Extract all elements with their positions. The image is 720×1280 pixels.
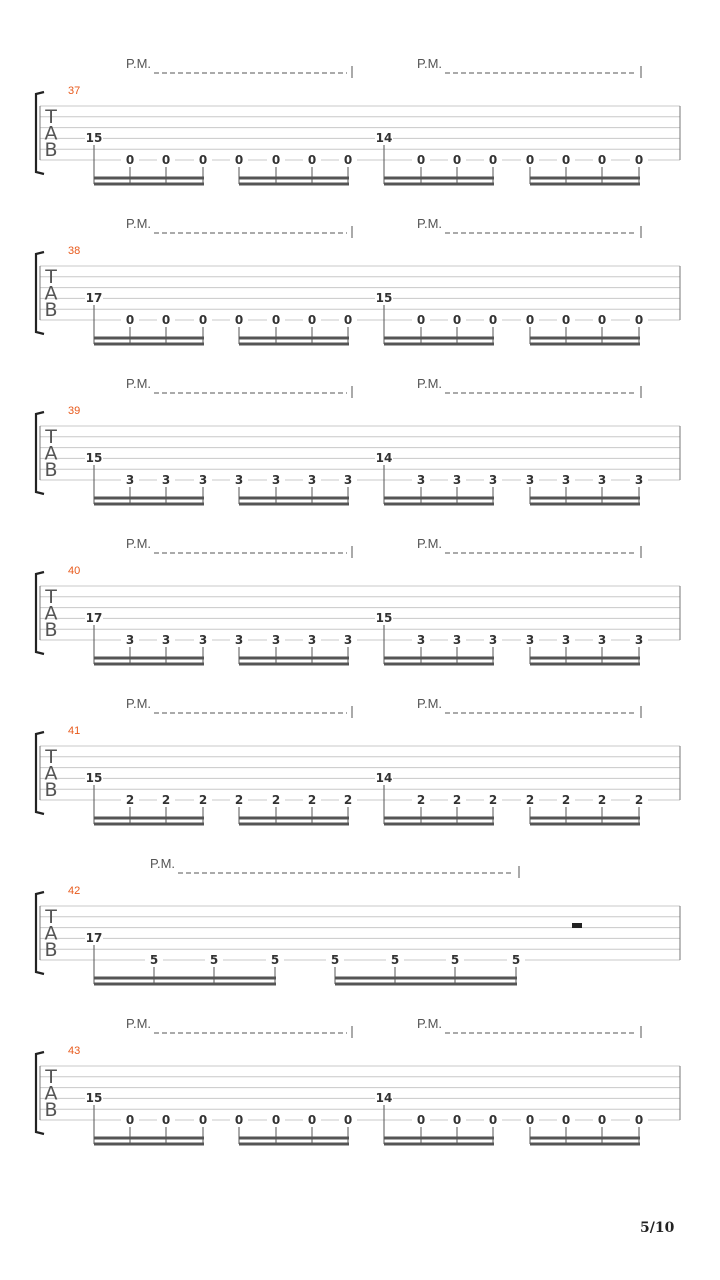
fret-number: 17 <box>85 931 103 945</box>
fret-number: 3 <box>307 473 317 487</box>
fret-number: 3 <box>488 633 498 647</box>
fret-number: 0 <box>561 1113 571 1127</box>
fret-number: 0 <box>307 1113 317 1127</box>
beam <box>94 183 204 186</box>
fret-number: 2 <box>125 793 135 807</box>
beam <box>530 343 640 346</box>
beam <box>239 823 349 826</box>
fret-number: 0 <box>271 313 281 327</box>
fret-number: 2 <box>161 793 171 807</box>
beam <box>335 983 517 986</box>
fret-number: 0 <box>561 153 571 167</box>
fret-number: 17 <box>85 291 103 305</box>
fret-number: 0 <box>271 1113 281 1127</box>
beam <box>384 177 494 180</box>
tab-system <box>36 216 680 346</box>
fret-number: 0 <box>488 153 498 167</box>
beam <box>530 1137 640 1140</box>
fret-number: 0 <box>561 313 571 327</box>
fret-number: 0 <box>488 1113 498 1127</box>
palm-mute-label: P.M. <box>150 856 176 871</box>
fret-number: 0 <box>634 313 644 327</box>
fret-number: 3 <box>525 633 535 647</box>
beam <box>530 337 640 340</box>
beam <box>94 503 204 506</box>
palm-mute-label: P.M. <box>417 536 443 551</box>
fret-number: 5 <box>149 953 159 967</box>
bar-number: 38 <box>68 245 81 257</box>
fret-number: 3 <box>488 473 498 487</box>
fret-number: 0 <box>198 153 208 167</box>
fret-number: 0 <box>525 313 535 327</box>
fret-number: 0 <box>634 1113 644 1127</box>
palm-mute-label: P.M. <box>417 56 443 71</box>
fret-number: 0 <box>525 1113 535 1127</box>
fret-number: 2 <box>597 793 607 807</box>
page-number: 5/10 <box>640 1220 675 1236</box>
beam <box>94 983 276 986</box>
fret-number: 0 <box>597 313 607 327</box>
fret-number: 3 <box>525 473 535 487</box>
fret-number: 3 <box>198 473 208 487</box>
fret-number: 3 <box>125 633 135 647</box>
tab-clef-letter: A <box>44 282 58 305</box>
fret-number: 3 <box>125 473 135 487</box>
fret-number: 0 <box>271 153 281 167</box>
bar-number: 41 <box>68 725 81 737</box>
fret-number: 0 <box>343 313 353 327</box>
beam <box>530 657 640 660</box>
fret-number: 2 <box>234 793 244 807</box>
fret-number: 0 <box>161 153 171 167</box>
beam <box>530 177 640 180</box>
tab-clef-letter: A <box>44 602 58 625</box>
fret-number: 0 <box>234 153 244 167</box>
fret-number: 2 <box>561 793 571 807</box>
fret-number: 5 <box>330 953 340 967</box>
beam <box>94 663 204 666</box>
tab-clef-letter: A <box>44 442 58 465</box>
bar-number: 42 <box>68 885 81 897</box>
tab-clef-letter: A <box>44 762 58 785</box>
beam <box>94 977 276 980</box>
beam <box>384 503 494 506</box>
fret-number: 5 <box>511 953 521 967</box>
fret-number: 14 <box>375 1091 393 1105</box>
tab-system <box>36 696 680 826</box>
fret-number: 3 <box>271 633 281 647</box>
beam <box>94 343 204 346</box>
tab-clef-letter: B <box>44 939 58 961</box>
tab-clef-letter: B <box>44 459 58 481</box>
fret-number: 15 <box>85 131 103 145</box>
fret-number: 0 <box>125 313 135 327</box>
beam <box>530 1143 640 1146</box>
tab-clef-letter: T <box>45 586 57 608</box>
fret-number: 0 <box>125 153 135 167</box>
fret-number: 0 <box>452 153 462 167</box>
fret-number: 2 <box>488 793 498 807</box>
fret-number: 2 <box>634 793 644 807</box>
beam <box>239 503 349 506</box>
fret-number: 0 <box>161 1113 171 1127</box>
beam <box>94 177 204 180</box>
beam <box>384 1137 494 1140</box>
beam <box>239 1137 349 1140</box>
fret-number: 0 <box>416 153 426 167</box>
fret-number: 15 <box>85 451 103 465</box>
palm-mute-label: P.M. <box>417 216 443 231</box>
fret-number: 2 <box>271 793 281 807</box>
tab-clef-letter: B <box>44 139 58 161</box>
fret-number: 17 <box>85 611 103 625</box>
beam <box>239 337 349 340</box>
beam <box>94 337 204 340</box>
fret-number: 0 <box>416 313 426 327</box>
tab-clef-letter: A <box>44 922 58 945</box>
fret-number: 0 <box>597 1113 607 1127</box>
tab-clef-letter: B <box>44 619 58 641</box>
fret-number: 3 <box>561 473 571 487</box>
fret-number: 0 <box>198 1113 208 1127</box>
tab-system <box>36 856 680 986</box>
fret-number: 0 <box>161 313 171 327</box>
palm-mute-label: P.M. <box>417 376 443 391</box>
tab-clef-letter: A <box>44 1082 58 1105</box>
beam <box>384 663 494 666</box>
beam <box>239 183 349 186</box>
beam <box>239 177 349 180</box>
fret-number: 0 <box>452 1113 462 1127</box>
fret-number: 3 <box>416 473 426 487</box>
bar-number: 40 <box>68 565 81 577</box>
fret-number: 15 <box>85 771 103 785</box>
beam <box>384 183 494 186</box>
fret-number: 3 <box>597 633 607 647</box>
fret-number: 0 <box>234 313 244 327</box>
palm-mute-label: P.M. <box>126 536 152 551</box>
fret-number: 0 <box>198 313 208 327</box>
half-rest <box>572 923 582 928</box>
bar-number: 39 <box>68 405 81 417</box>
fret-number: 3 <box>307 633 317 647</box>
tab-clef-letter: T <box>45 746 57 768</box>
beam <box>530 823 640 826</box>
beam <box>530 817 640 820</box>
beam <box>384 343 494 346</box>
fret-number: 3 <box>416 633 426 647</box>
tab-clef-letter: T <box>45 426 57 448</box>
fret-number: 3 <box>452 473 462 487</box>
fret-number: 5 <box>450 953 460 967</box>
tab-system <box>36 536 680 666</box>
beam <box>384 817 494 820</box>
fret-number: 0 <box>125 1113 135 1127</box>
beam <box>239 817 349 820</box>
tab-clef-letter: T <box>45 1066 57 1088</box>
fret-number: 3 <box>271 473 281 487</box>
beam <box>530 663 640 666</box>
fret-number: 2 <box>452 793 462 807</box>
beam <box>530 183 640 186</box>
fret-number: 3 <box>561 633 571 647</box>
palm-mute-label: P.M. <box>417 1016 443 1031</box>
tab-clef-letter: T <box>45 106 57 128</box>
beam <box>530 503 640 506</box>
tab-clef-letter: B <box>44 1099 58 1121</box>
beam <box>94 823 204 826</box>
bar-number: 43 <box>68 1045 81 1057</box>
fret-number: 0 <box>634 153 644 167</box>
fret-number: 3 <box>198 633 208 647</box>
beam <box>94 657 204 660</box>
tab-clef-letter: T <box>45 266 57 288</box>
fret-number: 15 <box>375 291 393 305</box>
bar-number: 37 <box>68 85 81 97</box>
palm-mute-label: P.M. <box>126 216 152 231</box>
beam <box>239 497 349 500</box>
beam <box>335 977 517 980</box>
fret-number: 3 <box>343 633 353 647</box>
fret-number: 0 <box>307 313 317 327</box>
tab-system <box>36 376 680 506</box>
fret-number: 0 <box>525 153 535 167</box>
fret-number: 3 <box>234 473 244 487</box>
fret-number: 15 <box>375 611 393 625</box>
fret-number: 0 <box>488 313 498 327</box>
fret-number: 14 <box>375 771 393 785</box>
fret-number: 2 <box>525 793 535 807</box>
fret-number: 3 <box>634 633 644 647</box>
beam <box>384 337 494 340</box>
fret-number: 3 <box>597 473 607 487</box>
palm-mute-label: P.M. <box>126 1016 152 1031</box>
fret-number: 0 <box>343 1113 353 1127</box>
palm-mute-label: P.M. <box>126 56 152 71</box>
tab-clef-letter: T <box>45 906 57 928</box>
fret-number: 3 <box>234 633 244 647</box>
beam <box>239 343 349 346</box>
fret-number: 5 <box>270 953 280 967</box>
fret-number: 3 <box>161 633 171 647</box>
fret-number: 3 <box>161 473 171 487</box>
beam <box>94 1143 204 1146</box>
beam <box>384 823 494 826</box>
beam <box>384 1143 494 1146</box>
fret-number: 5 <box>390 953 400 967</box>
fret-number: 15 <box>85 1091 103 1105</box>
beam <box>239 663 349 666</box>
tab-clef-letter: B <box>44 779 58 801</box>
palm-mute-label: P.M. <box>126 696 152 711</box>
fret-number: 2 <box>198 793 208 807</box>
beam <box>94 1137 204 1140</box>
fret-number: 0 <box>234 1113 244 1127</box>
beam <box>384 497 494 500</box>
tab-system <box>36 1016 680 1146</box>
fret-number: 0 <box>452 313 462 327</box>
beam <box>239 1143 349 1146</box>
fret-number: 14 <box>375 131 393 145</box>
palm-mute-label: P.M. <box>126 376 152 391</box>
tab-clef-letter: A <box>44 122 58 145</box>
beam <box>94 817 204 820</box>
fret-number: 0 <box>307 153 317 167</box>
fret-number: 2 <box>343 793 353 807</box>
tab-system <box>36 56 680 186</box>
fret-number: 3 <box>634 473 644 487</box>
beam <box>94 497 204 500</box>
beam <box>384 657 494 660</box>
fret-number: 0 <box>416 1113 426 1127</box>
palm-mute-label: P.M. <box>417 696 443 711</box>
beam <box>239 657 349 660</box>
fret-number: 3 <box>452 633 462 647</box>
beam <box>530 497 640 500</box>
fret-number: 0 <box>597 153 607 167</box>
fret-number: 3 <box>343 473 353 487</box>
fret-number: 2 <box>307 793 317 807</box>
fret-number: 2 <box>416 793 426 807</box>
tab-clef-letter: B <box>44 299 58 321</box>
fret-number: 14 <box>375 451 393 465</box>
fret-number: 0 <box>343 153 353 167</box>
fret-number: 5 <box>209 953 219 967</box>
